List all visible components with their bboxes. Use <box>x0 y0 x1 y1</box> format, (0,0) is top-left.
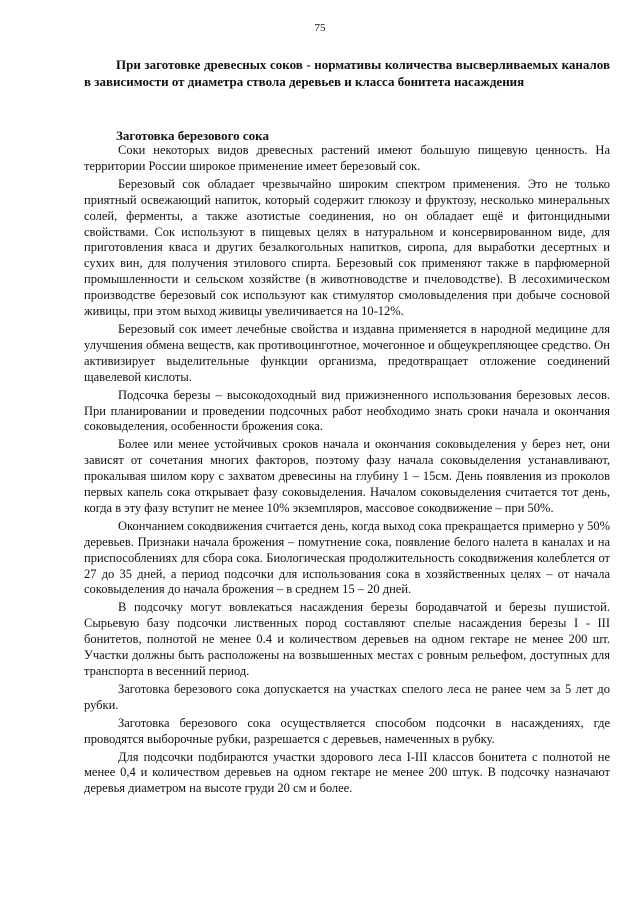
paragraph: Заготовка березового сока осуществляется способом подсочки в насаждениях, где проводятся выборочные рубки, разрешается с деревьев, намеченных в рубку. <box>84 715 610 746</box>
paragraph: Для подсочки подбираются участки здорового леса I-III классов бонитета с полнотой не менее 0,4 и количеством деревьев на одном гектаре не менее 200 штук. В подсочку назначают деревья диаметром на высоте груди 20 см и более. <box>84 749 610 796</box>
paragraph: Окончанием сокодвижения считается день, когда выход сока прекращается примерно у 50% деревьев. Признаки начала брожения – помутнение сока, появление белого налета в каналах и на приспособлениях для сбора сока. Биологическая продолжительность сокодвижения колеблется от 27 до 35 дней, а период подсочки для использования сока в хозяйственных целях – от начала соковыделения до начала брожения – в среднем 15 – 20 дней. <box>84 518 610 597</box>
page-number: 75 <box>314 22 326 34</box>
paragraph: Более или менее устойчивых сроков начала и окончания соковыделения у берез нет, они зависят от сочетания многих факторов, поэтому фазу начала соковыделения устанавливают, прокалывая шилом кору с захватом древесины на глубину 1 – 15см. День появления из проколов первых капель сока открывает фазу соковыделения. Началом соковыделения считается тот день, когда в эту фазу вступит не менее 10% экземпляров, массовое сокодвижение – при 50%. <box>84 437 610 515</box>
body-text <box>84 143 610 799</box>
paragraph: Березовый сок имеет лечебные свойства и издавна применяется в народной медицине для улучшения обмена веществ, как противоцинготное, мочегонное и общеукрепляющее средство. Он активизирует выделительные функции организма, предотвращает отложение соединений щавелевой кислоты. <box>84 321 610 384</box>
document-title: При заготовке древесных соков - нормативы количества высверливаемых каналов в зависимости от диаметра ствола деревьев и класса бонитета насаждения <box>84 57 610 89</box>
paragraph: Заготовка березового сока допускается на участках спелого леса не ранее чем за 5 лет до рубки. <box>84 681 610 712</box>
paragraph: В подсочку могут вовлекаться насаждения березы бородавчатой и березы пушистой. Сырьевую базу подсочки лиственных пород составляют спелые насаждения березы I - III бонитетов, полнотой не менее 0.4 и количеством деревьев на одном гектаре не менее 200 шт. Участки должны быть расположены на возвышенных местах с ровным рельефом, доступных для транспорта в весенний период. <box>84 600 610 678</box>
section-heading: Заготовка березового сока <box>116 128 269 143</box>
paragraph: Березовый сок обладает чрезвычайно широким спектром применения. Это не только приятный освежающий напиток, который содержит глюкозу и фруктозу, несколько минеральных солей, ферменты, а также азотистые соединения, но он обладает ещё и фитонцидными свойствами. Сок используют в пищевых целях в натуральном и консервированном виде, для приготовления кваса и других безалкогольных напитков, сиропа, для выработки десертных и сухих вин, для получения этилового спирта. Березовый сок применяют также в парфюмерной промышленности и сельском хозяйстве (в животноводстве и пчеловодстве). В лесохимическом производстве березовый сок используют как стимулятор смоловыделения при добыче сосновой живицы, при этом выход живицы увеличивается на 10-12%. <box>84 176 610 319</box>
paragraph: Соки некоторых видов древесных растений имеют большую пищевую ценность. На территории России широкое применение имеет березовый сок. <box>84 143 610 173</box>
paragraph: Подсочка березы – высокодоходный вид прижизненного использования березовых лесов. При планировании и проведении подсочных работ необходимо знать сроки начала и окончания соковыделения, особенности брожения сока. <box>84 387 610 434</box>
